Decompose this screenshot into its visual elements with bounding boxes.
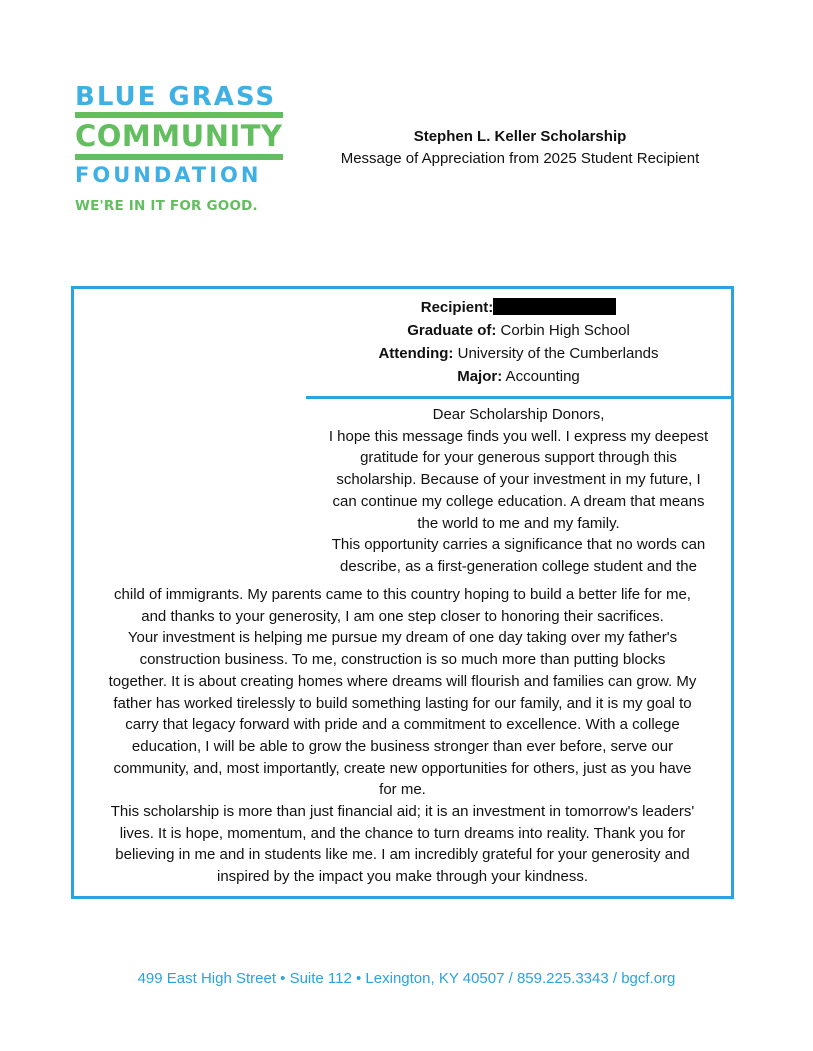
letter-line: describe, as a first-generation college student and the [340,557,697,575]
letter-line: child of immigrants. My parents came to this country hoping to build a better life for me, [114,586,691,603]
attending-value: University of the Cumberlands [453,345,659,362]
major-label: Major: [457,368,503,385]
letter-line: Your investment is helping me pursue my dream of one day taking over my father's [127,629,678,647]
letter-line: This scholarship is more than just financial aid; it is an investment in tomorrow's leaders' [110,803,695,821]
letter-box [71,286,734,899]
recipient-label: Recipient: [420,299,494,316]
letter-line: carry that legacy forward with pride and a commitment to excellence. With a college [125,716,680,734]
major-row [306,365,731,388]
letter-line: together. It is about creating homes where dreams will flourish and families can grow. My [108,672,697,690]
letter-line: inspired by the impact you make through your kindness. [216,868,589,886]
logo-line-3: FOUNDATION [75,163,262,187]
letter-line: for me. [379,781,426,799]
recipient-row [306,296,731,319]
letter-line: I hope this message finds you well. I express my deepest [328,427,709,445]
letter-line: construction business. To me, construction is so much more than putting blocks [139,651,666,669]
scholarship-title: Stephen L. Keller Scholarship [413,128,627,145]
letter-line: can continue my college education. A dream that means [332,492,705,510]
attending-row [306,342,731,365]
letter-body-bottom [80,584,725,888]
logo-tagline: WE'RE IN IT FOR GOOD. [75,198,258,214]
photo-area [74,289,306,581]
graduate-row [306,319,731,342]
graduate-value: Corbin High School [496,322,630,339]
letter-line: the world to me and my family. [417,514,620,532]
letter-line: gratitude for your generous support through this [360,449,677,467]
footer-address: 499 East High Street • Suite 112 • Lexington, KY 40507 / 859.225.3343 / bgcf.org [137,970,676,987]
letter-line: scholarship. Because of your investment in my future, I [336,471,701,489]
graduate-label: Graduate of: [407,322,497,339]
letter-line: father has worked tirelessly to build something lasting for our family, and it is my goal to [113,694,692,712]
letter-line: This opportunity carries a significance that no words can [331,536,706,554]
document-subtitle: Message of Appreciation from 2025 Student Recipient [340,150,700,167]
letter-line: Dear Scholarship Donors, [432,406,605,423]
major-value: Accounting [502,368,580,385]
logo-line-1: BLUE GRASS [75,82,277,112]
document-header [320,126,720,170]
logo-line-2: COMMUNITY [75,119,283,153]
letter-line: lives. It is hope, momentum, and the chance to turn dreams into reality. Thank you for [119,824,686,842]
letter-line: education, I will be able to grow the business stronger than ever before, serve our [131,737,674,755]
foundation-logo [75,82,285,214]
redacted-name [493,298,616,315]
info-divider [306,396,731,399]
letter-line: believing in me and in students like me. I am incredibly grateful for your generosity and [115,846,690,864]
letter-line: community, and, most importantly, create new opportunities for others, just as you have [113,759,692,777]
attending-label: Attending: [378,345,454,362]
letter-line: and thanks to your generosity, I am one step closer to honoring their sacrifices. [141,607,664,625]
letter-body-top [306,404,731,578]
recipient-info [306,289,731,402]
